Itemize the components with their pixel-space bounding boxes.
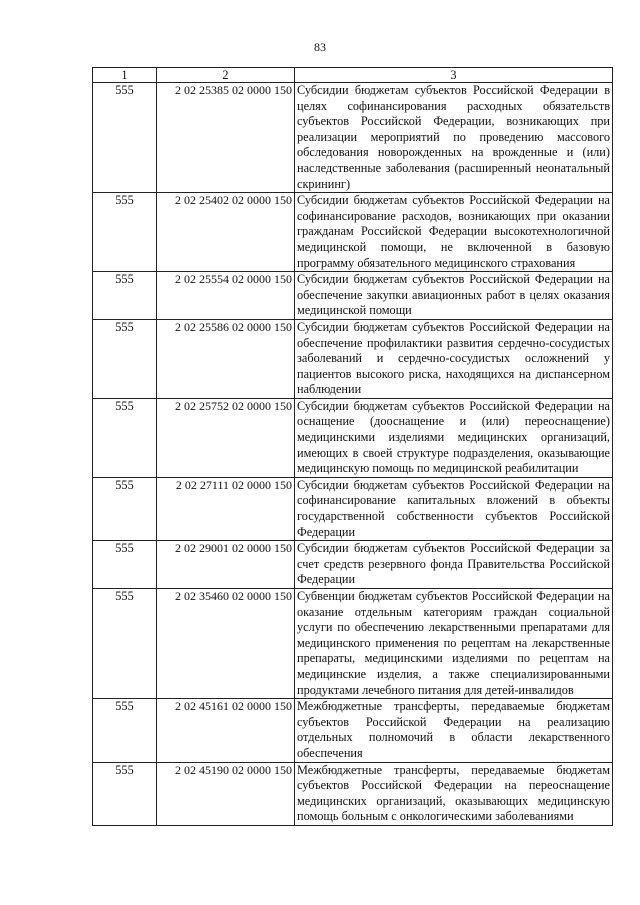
revenue-code-cell: 2 02 25385 02 0000 150	[157, 83, 295, 193]
revenue-code-cell: 2 02 45190 02 0000 150	[157, 762, 295, 825]
admin-code-cell: 555	[93, 83, 157, 193]
admin-code-cell: 555	[93, 541, 157, 589]
column-header-admin: 1	[93, 68, 157, 83]
budget-codes-table	[92, 67, 613, 826]
admin-code-cell: 555	[93, 477, 157, 540]
column-header-name: 3	[295, 68, 613, 83]
revenue-code-cell: 2 02 45161 02 0000 150	[157, 699, 295, 762]
table-row	[93, 193, 613, 272]
revenue-code-cell: 2 02 25586 02 0000 150	[157, 319, 295, 398]
column-header-code: 2	[157, 68, 295, 83]
table-row	[93, 762, 613, 825]
revenue-name-cell: Субсидии бюджетам субъектов Российской Федерации на оснащение (дооснащение и (или) переоснащение) медицинскими изделиями медицинских организаций, имеющих в своей структуре подразделения, оказывающие медицинскую помощь по медицинской реабилитации	[295, 398, 613, 477]
admin-code-cell: 555	[93, 762, 157, 825]
revenue-name-cell: Межбюджетные трансферты, передаваемые бюджетам субъектов Российской Федерации на переоснащение медицинских организаций, оказывающих медицинскую помощь больным с онкологическими заболеваниями	[295, 762, 613, 825]
revenue-code-cell: 2 02 25752 02 0000 150	[157, 398, 295, 477]
revenue-name-cell: Субсидии бюджетам субъектов Российской Федерации на софинансирование расходов, возникающих при оказании гражданам Российской Федерации высокотехнологичной медицинской помощи, не включенной в базовую программу обязательного медицинского страхования	[295, 193, 613, 272]
revenue-name-cell: Субсидии бюджетам субъектов Российской Федерации в целях софинансирования расходных обязательств субъектов Российской Федерации, возникающих при реализации мероприятий по проведению массового обследования новорожденных на врожденные и (или) наследственные заболевания (расширенный неонатальный скрининг)	[295, 83, 613, 193]
revenue-code-cell: 2 02 35460 02 0000 150	[157, 589, 295, 699]
page-number: 83	[314, 40, 326, 54]
revenue-name-cell: Субвенции бюджетам субъектов Российской Федерации на оказание отдельным категориям граждан социальной услуги по обеспечению лекарственными препаратами для медицинского применения по рецептам на лекарственные препараты, медицинскими изделиями по рецептам на медицинские изделия, а также специализированными продуктами лечебного питания для детей-инвалидов	[295, 589, 613, 699]
table-row	[93, 699, 613, 762]
revenue-code-cell: 2 02 25554 02 0000 150	[157, 272, 295, 320]
table-row	[93, 272, 613, 320]
admin-code-cell: 555	[93, 272, 157, 320]
revenue-code-cell: 2 02 29001 02 0000 150	[157, 541, 295, 589]
revenue-name-cell: Субсидии бюджетам субъектов Российской Федерации за счет средств резервного фонда Правительства Российской Федерации	[295, 541, 613, 589]
revenue-name-cell: Субсидии бюджетам субъектов Российской Федерации на софинансирование капитальных вложений в объекты государственной собственности субъектов Российской Федерации	[295, 477, 613, 540]
admin-code-cell: 555	[93, 193, 157, 272]
admin-code-cell: 555	[93, 398, 157, 477]
admin-code-cell: 555	[93, 699, 157, 762]
table-row	[93, 477, 613, 540]
admin-code-cell: 555	[93, 319, 157, 398]
revenue-name-cell: Межбюджетные трансферты, передаваемые бюджетам субъектов Российской Федерации на реализацию отдельных полномочий в области лекарственного обеспечения	[295, 699, 613, 762]
table-row	[93, 319, 613, 398]
table-row	[93, 398, 613, 477]
table-header-row	[93, 68, 613, 83]
table-row	[93, 541, 613, 589]
admin-code-cell: 555	[93, 589, 157, 699]
revenue-name-cell: Субсидии бюджетам субъектов Российской Федерации на обеспечение закупки авиационных работ в целях оказания медицинской помощи	[295, 272, 613, 320]
revenue-name-cell: Субсидии бюджетам субъектов Российской Федерации на обеспечение профилактики развития сердечно-сосудистых заболеваний и сердечно-сосудистых осложнений у пациентов высокого риска, находящихся на диспансерном наблюдении	[295, 319, 613, 398]
table-row	[93, 589, 613, 699]
revenue-code-cell: 2 02 25402 02 0000 150	[157, 193, 295, 272]
table-row	[93, 83, 613, 193]
revenue-code-cell: 2 02 27111 02 0000 150	[157, 477, 295, 540]
